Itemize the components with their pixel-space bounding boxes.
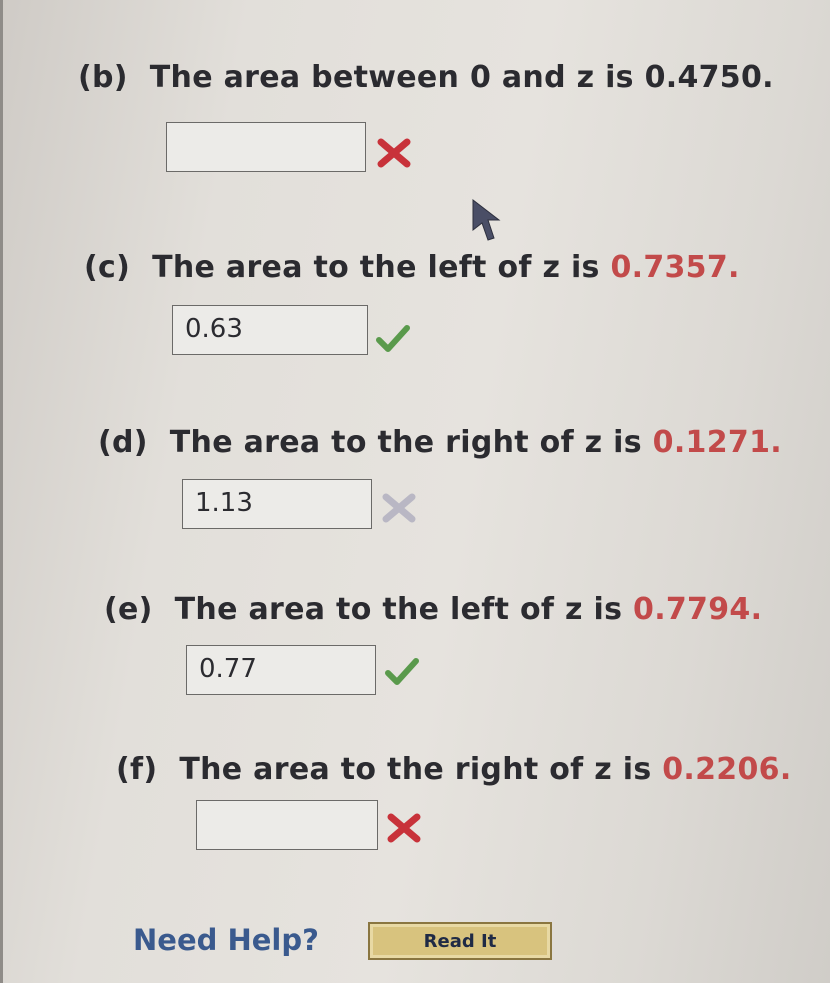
mouse-pointer-icon [470, 198, 502, 242]
check-icon [375, 322, 411, 354]
part-label-c: (c) [84, 250, 131, 285]
part-label-d: (d) [98, 425, 148, 460]
question-value-e: 0.7794. [633, 592, 763, 627]
x-icon [386, 812, 422, 844]
answer-input-b[interactable] [166, 122, 366, 172]
question-text-c: The area to the left of z is [152, 250, 600, 285]
answer-input-c[interactable]: 0.63 [172, 305, 368, 355]
question-value-d: 0.1271. [652, 425, 782, 460]
question-text-e: The area to the left of z is [174, 592, 623, 627]
question-text-f: The area to the right of z is [179, 752, 652, 787]
read-it-button-label: Read It [423, 930, 497, 952]
question-value-b: 0.4750. [644, 60, 774, 95]
part-label-f: (f) [116, 752, 158, 787]
x-icon [381, 492, 417, 524]
answer-input-f[interactable] [196, 800, 378, 850]
read-it-button[interactable] [368, 922, 552, 960]
page-left-border [0, 0, 3, 983]
question-f [116, 752, 792, 787]
question-e [104, 592, 762, 627]
part-label-e: (e) [104, 592, 153, 627]
question-text-b: The area between 0 and z is [149, 60, 634, 95]
question-b [78, 60, 774, 95]
need-help-label: Need Help? [133, 923, 319, 957]
question-value-f: 0.2206. [662, 752, 792, 787]
x-icon [376, 137, 412, 169]
answer-input-e[interactable]: 0.77 [186, 645, 376, 695]
question-d [98, 425, 782, 460]
check-icon [384, 655, 420, 687]
question-value-c: 0.7357. [610, 250, 740, 285]
answer-input-d[interactable]: 1.13 [182, 479, 372, 529]
question-c [84, 250, 740, 285]
question-text-d: The area to the right of z is [169, 425, 642, 460]
part-label-b: (b) [78, 60, 128, 95]
